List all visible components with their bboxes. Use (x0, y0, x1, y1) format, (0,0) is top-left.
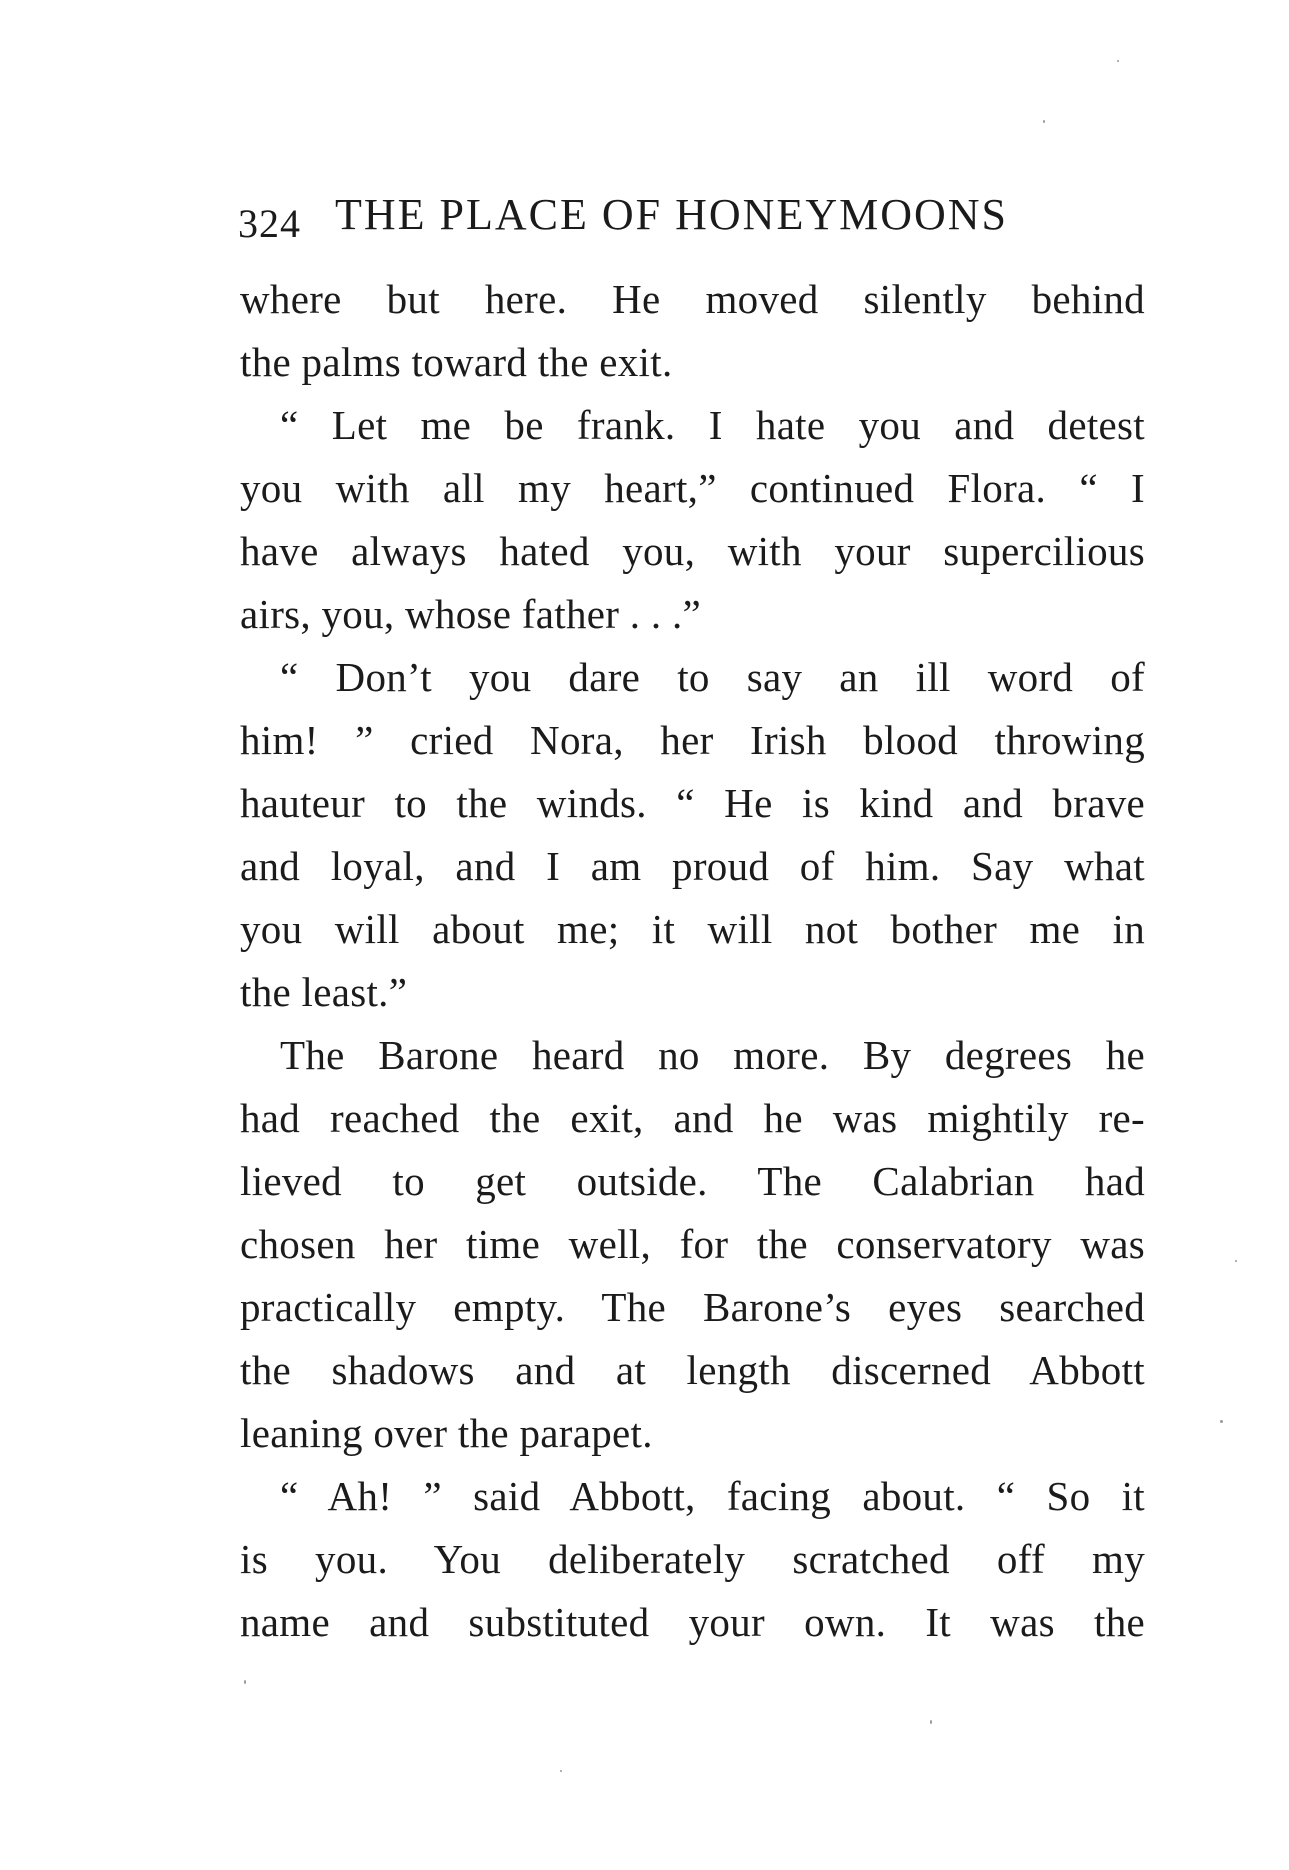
text-line: The Barone heard no more. By degrees he (280, 1032, 1145, 1078)
text-line: airs, you, whose father . . .” (240, 591, 702, 637)
text-line: lieved to get outside. The Calabrian had (240, 1158, 1145, 1204)
text-line: the shadows and at length discerned Abbott (240, 1347, 1145, 1393)
text-line: “ Don’t you dare to say an ill word of (280, 654, 1145, 700)
paper-speck (1220, 1420, 1223, 1423)
text-line: is you. You deliberately scratched off my (240, 1536, 1145, 1582)
text-line: had reached the exit, and he was mightily re- (240, 1095, 1145, 1141)
text-line: name and substituted your own. It was the (240, 1599, 1145, 1645)
paper-speck (244, 1680, 246, 1684)
text-line: you will about me; it will not bother me in (240, 906, 1145, 952)
text-line: “ Ah! ” said Abbott, facing about. “ So it (280, 1473, 1145, 1519)
text-line: the least.” (240, 969, 408, 1015)
text-line: have always hated you, with your supercilious (240, 528, 1145, 574)
running-head (238, 180, 1138, 250)
text-line: you with all my heart,” continued Flora. “ I (240, 465, 1145, 511)
text-line: “ Let me be frank. I hate you and detest (280, 402, 1145, 448)
text-line: him! ” cried Nora, her Irish blood throwing (240, 717, 1145, 763)
body-text (240, 268, 1145, 1654)
text-line: where but here. He moved silently behind (240, 276, 1145, 322)
paper-speck (1043, 120, 1045, 123)
paper-speck (930, 1720, 932, 1724)
text-line: practically empty. The Barone’s eyes searched (240, 1284, 1145, 1330)
text-line: chosen her time well, for the conservatory was (240, 1221, 1145, 1267)
paper-speck (1117, 60, 1119, 62)
text-line: leaning over the parapet. (240, 1410, 653, 1456)
page-number: 324 (238, 201, 301, 246)
text-line: and loyal, and I am proud of him. Say what (240, 843, 1145, 889)
paper-speck (560, 1770, 562, 1772)
paper-speck (1235, 1260, 1237, 1262)
text-line: the palms toward the exit. (240, 339, 673, 385)
text-line: hauteur to the winds. “ He is kind and brave (240, 780, 1145, 826)
page-title: THE PLACE OF HONEYMOONS (335, 190, 1009, 239)
